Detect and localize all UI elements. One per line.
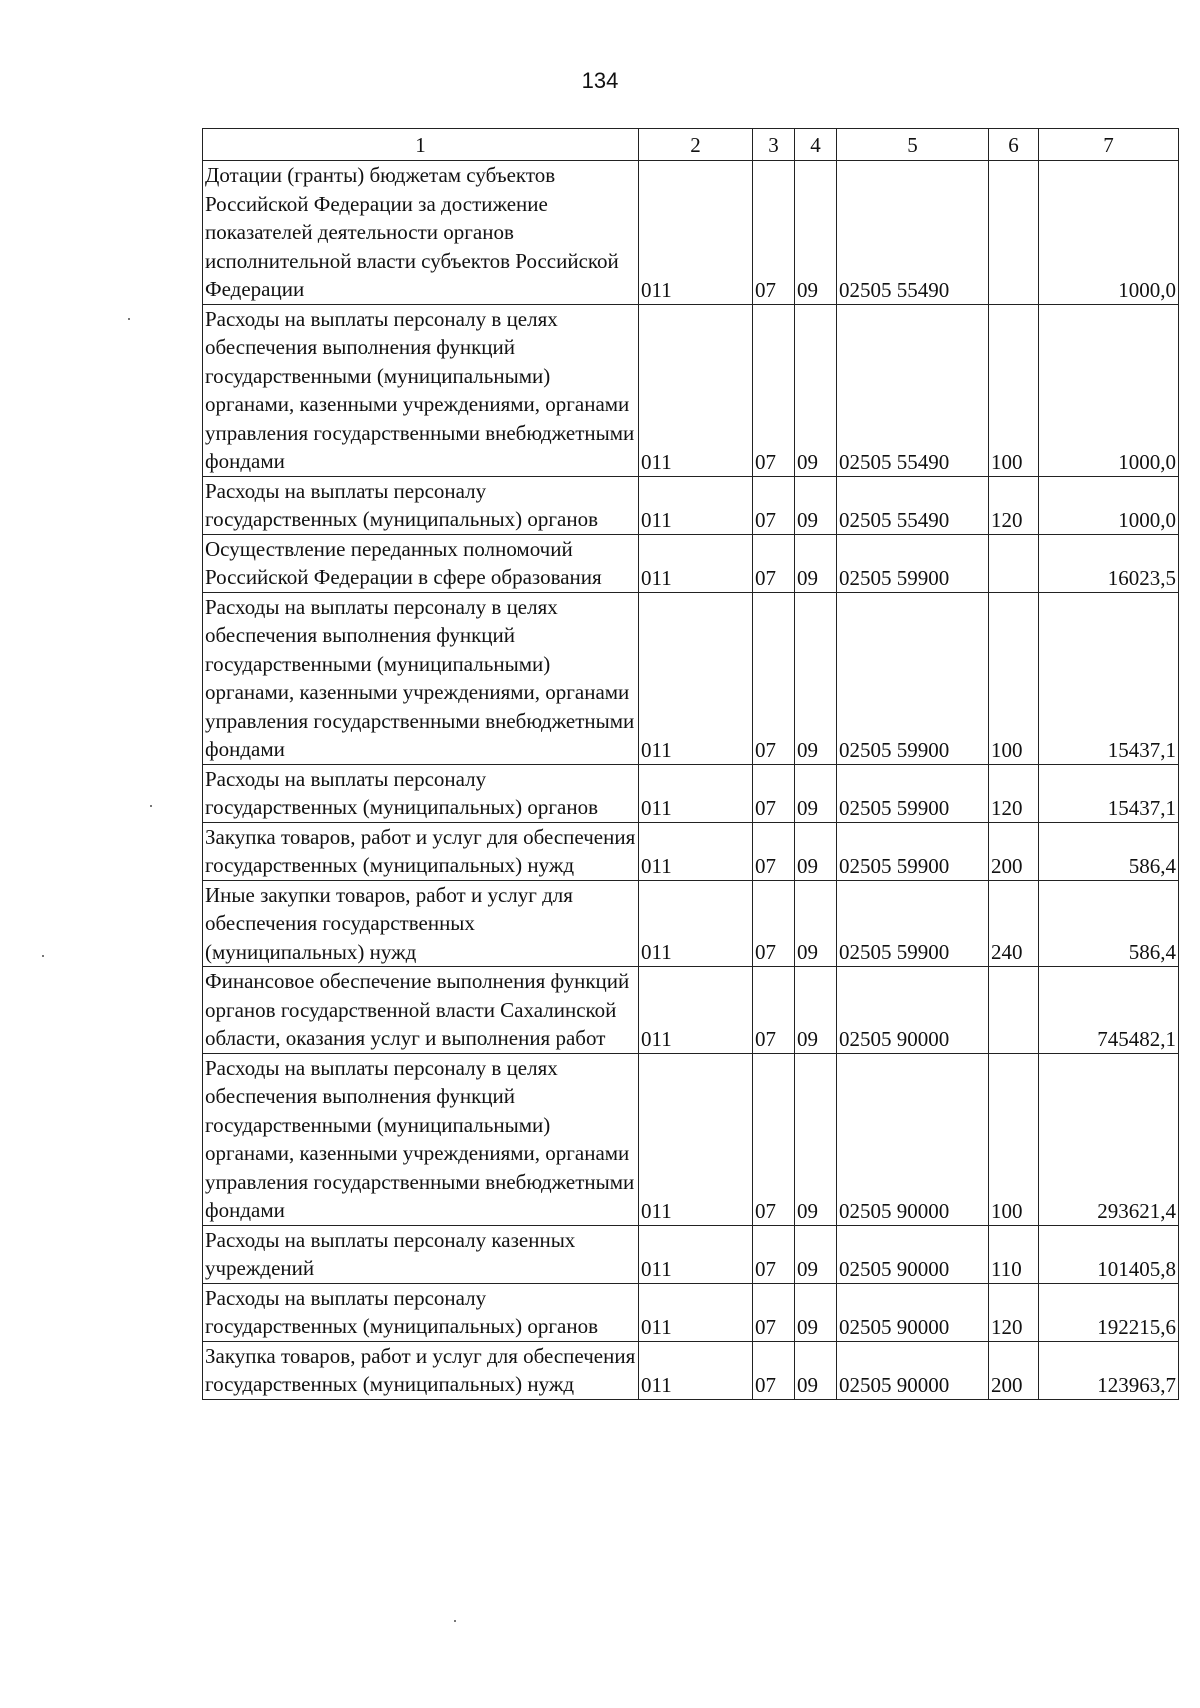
cell-c3: 07	[753, 764, 795, 822]
cell-amount: 745482,1	[1039, 967, 1179, 1054]
column-header-2: 2	[639, 129, 753, 161]
cell-c6: 110	[989, 1225, 1039, 1283]
cell-c3: 07	[753, 1283, 795, 1341]
cell-c3: 07	[753, 161, 795, 305]
cell-amount: 15437,1	[1039, 592, 1179, 764]
row-description: Расходы на выплаты персоналу государственных (муниципальных) органов	[203, 1283, 639, 1341]
cell-amount: 293621,4	[1039, 1053, 1179, 1225]
cell-c6	[989, 161, 1039, 305]
cell-amount: 586,4	[1039, 880, 1179, 967]
scan-speck	[454, 1620, 456, 1622]
cell-amount: 192215,6	[1039, 1283, 1179, 1341]
table-row	[203, 822, 1179, 880]
table-row	[203, 1225, 1179, 1283]
cell-c4: 09	[795, 476, 837, 534]
cell-c4: 09	[795, 304, 837, 476]
column-header-5: 5	[837, 129, 989, 161]
cell-c6: 120	[989, 476, 1039, 534]
cell-c3: 07	[753, 822, 795, 880]
cell-c2: 011	[639, 1341, 753, 1399]
cell-c5: 02505 59900	[837, 592, 989, 764]
row-description: Расходы на выплаты персоналу государственных (муниципальных) органов	[203, 764, 639, 822]
cell-c2: 011	[639, 880, 753, 967]
cell-c2: 011	[639, 822, 753, 880]
row-description: Закупка товаров, работ и услуг для обеспечения государственных (муниципальных) нужд	[203, 822, 639, 880]
budget-table	[202, 128, 1179, 1400]
cell-c6: 100	[989, 304, 1039, 476]
cell-c2: 011	[639, 1225, 753, 1283]
cell-c2: 011	[639, 592, 753, 764]
cell-c4: 09	[795, 1283, 837, 1341]
row-description: Финансовое обеспечение выполнения функций органов государственной власти Сахалинской области, оказания услуг и выполнения работ	[203, 967, 639, 1054]
cell-c5: 02505 59900	[837, 534, 989, 592]
row-description: Расходы на выплаты персоналу государственных (муниципальных) органов	[203, 476, 639, 534]
row-description: Иные закупки товаров, работ и услуг для обеспечения государственных (муниципальных) нужд	[203, 880, 639, 967]
cell-c6: 240	[989, 880, 1039, 967]
cell-c3: 07	[753, 880, 795, 967]
cell-c6: 120	[989, 1283, 1039, 1341]
scan-speck	[42, 955, 44, 957]
cell-c6: 100	[989, 592, 1039, 764]
table-row	[203, 534, 1179, 592]
row-description: Закупка товаров, работ и услуг для обеспечения государственных (муниципальных) нужд	[203, 1341, 639, 1399]
cell-c4: 09	[795, 592, 837, 764]
cell-c5: 02505 90000	[837, 1225, 989, 1283]
cell-c4: 09	[795, 534, 837, 592]
cell-c4: 09	[795, 880, 837, 967]
cell-c2: 011	[639, 967, 753, 1054]
cell-c2: 011	[639, 764, 753, 822]
table-row	[203, 1283, 1179, 1341]
cell-c5: 02505 59900	[837, 880, 989, 967]
cell-c4: 09	[795, 764, 837, 822]
column-header-6: 6	[989, 129, 1039, 161]
cell-amount: 101405,8	[1039, 1225, 1179, 1283]
cell-c2: 011	[639, 161, 753, 305]
cell-amount: 1000,0	[1039, 161, 1179, 305]
cell-c3: 07	[753, 1341, 795, 1399]
cell-c3: 07	[753, 967, 795, 1054]
table-row	[203, 1053, 1179, 1225]
cell-c5: 02505 90000	[837, 1053, 989, 1225]
table-row	[203, 161, 1179, 305]
cell-c4: 09	[795, 1225, 837, 1283]
cell-c5: 02505 90000	[837, 967, 989, 1054]
cell-c6	[989, 534, 1039, 592]
table-row	[203, 1341, 1179, 1399]
cell-c4: 09	[795, 1053, 837, 1225]
cell-c5: 02505 90000	[837, 1283, 989, 1341]
row-description: Расходы на выплаты персоналу казенных учреждений	[203, 1225, 639, 1283]
cell-c2: 011	[639, 1283, 753, 1341]
cell-c5: 02505 59900	[837, 822, 989, 880]
row-description: Расходы на выплаты персоналу в целях обеспечения выполнения функций государственными (муниципальными) органами, казенными учреждениями, органами управления государственными внебюджетными фондами	[203, 1053, 639, 1225]
cell-c4: 09	[795, 822, 837, 880]
header-row	[203, 129, 1179, 161]
table-row	[203, 967, 1179, 1054]
cell-c3: 07	[753, 534, 795, 592]
cell-c3: 07	[753, 1053, 795, 1225]
cell-amount: 123963,7	[1039, 1341, 1179, 1399]
cell-amount: 1000,0	[1039, 304, 1179, 476]
column-header-1: 1	[203, 129, 639, 161]
cell-c6: 100	[989, 1053, 1039, 1225]
cell-c3: 07	[753, 1225, 795, 1283]
column-header-3: 3	[753, 129, 795, 161]
cell-c2: 011	[639, 534, 753, 592]
row-description: Расходы на выплаты персоналу в целях обеспечения выполнения функций государственными (муниципальными) органами, казенными учреждениями, органами управления государственными внебюджетными фондами	[203, 304, 639, 476]
cell-c4: 09	[795, 1341, 837, 1399]
row-description: Дотации (гранты) бюджетам субъектов Российской Федерации за достижение показателей деятельности органов исполнительной власти субъектов Российской Федерации	[203, 161, 639, 305]
cell-amount: 1000,0	[1039, 476, 1179, 534]
row-description: Осуществление переданных полномочий Российской Федерации в сфере образования	[203, 534, 639, 592]
table-row	[203, 880, 1179, 967]
cell-c2: 011	[639, 1053, 753, 1225]
table-row	[203, 764, 1179, 822]
cell-c5: 02505 90000	[837, 1341, 989, 1399]
table-row	[203, 592, 1179, 764]
cell-c4: 09	[795, 161, 837, 305]
cell-c6: 200	[989, 822, 1039, 880]
cell-c4: 09	[795, 967, 837, 1054]
cell-c6	[989, 967, 1039, 1054]
page-number: 134	[581, 68, 619, 93]
cell-c2: 011	[639, 304, 753, 476]
table-row	[203, 476, 1179, 534]
column-header-7: 7	[1039, 129, 1179, 161]
scan-speck	[128, 318, 130, 320]
cell-c3: 07	[753, 476, 795, 534]
row-description: Расходы на выплаты персоналу в целях обеспечения выполнения функций государственными (муниципальными) органами, казенными учреждениями, органами управления государственными внебюджетными фондами	[203, 592, 639, 764]
cell-c6: 120	[989, 764, 1039, 822]
scan-speck	[150, 805, 152, 807]
column-header-4: 4	[795, 129, 837, 161]
cell-c5: 02505 55490	[837, 476, 989, 534]
cell-amount: 586,4	[1039, 822, 1179, 880]
cell-c3: 07	[753, 592, 795, 764]
cell-amount: 16023,5	[1039, 534, 1179, 592]
cell-c5: 02505 59900	[837, 764, 989, 822]
cell-amount: 15437,1	[1039, 764, 1179, 822]
table-row	[203, 304, 1179, 476]
cell-c6: 200	[989, 1341, 1039, 1399]
cell-c5: 02505 55490	[837, 161, 989, 305]
cell-c3: 07	[753, 304, 795, 476]
cell-c5: 02505 55490	[837, 304, 989, 476]
cell-c2: 011	[639, 476, 753, 534]
